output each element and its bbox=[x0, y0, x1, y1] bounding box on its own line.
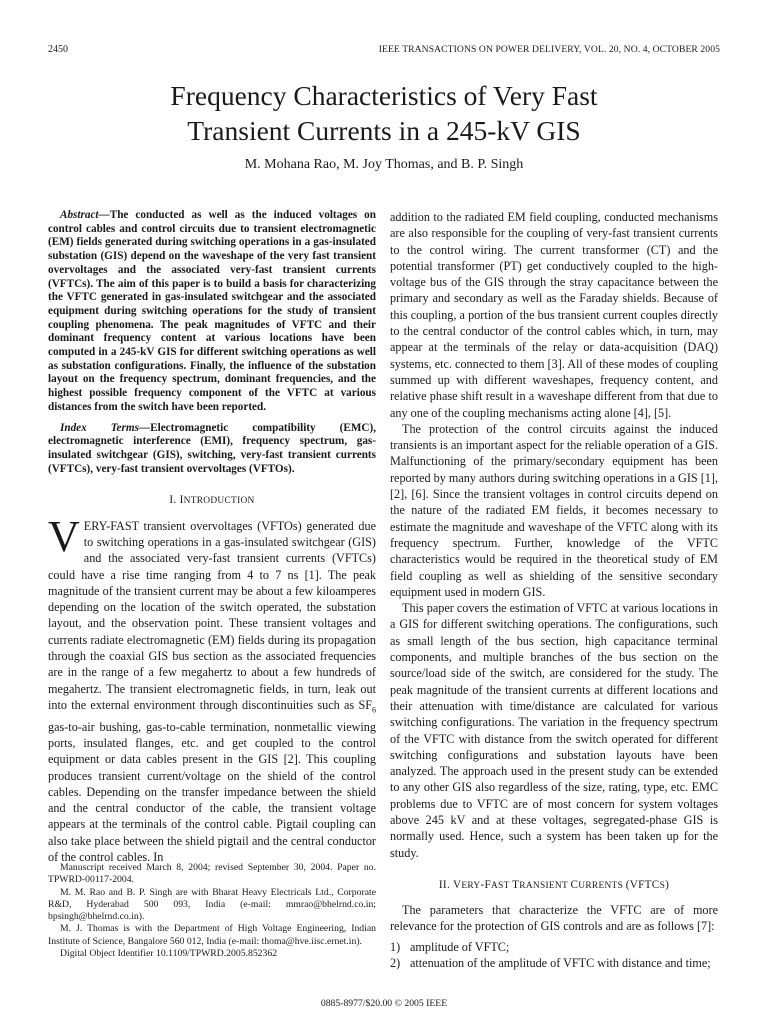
paragraph-scope: This paper covers the estimation of VFTC at various locations in a GIS for different switching operations. The configurations, such as small length of the bus section, high capacitance terminal components, and multiple branches of the bus section on the source/load side of the switch, are considered for the study. The peak magnitude of the transient currents at different locations and their attenuation with time/distance are calculated for various switching configurations. The variation in the frequency spectrum of the VFTC with distance from the switch operated for different switching configurations and substation layouts have been analyzed. The approach used in the present study can be extended to any other GIS also regardless of the size, rating, type, etc. EMC problems due to VFTC are of most concern for system voltages above 245 kV and at these voltages, segregated-phase GIS is normally used. Hence, such a system has been taken up for the study. bbox=[390, 601, 718, 860]
footnote-doi: Digital Object Identifier 10.1109/TPWRD.2005.852362 bbox=[60, 948, 278, 960]
list-item: 2) attenuation of the amplitude of VFTC with distance and time; bbox=[390, 956, 711, 971]
footnote-rao-singh: M. M. Rao and B. P. Singh are with Bharat Heavy Electricals Ltd., Corporate R&D, Hyderabad 500 093, India (e-mail: mmrao@bhelrnd.co.in; bpsingh@bhelrnd.co.in). bbox=[48, 886, 376, 923]
paragraph-coupling: addition to the radiated EM field coupling, conducted mechanisms are also responsible for the coupling of very-fast transient currents to the control wiring. The current transformer (CT) and the potential transformer (PT) get conductively coupled to the high-voltage bus of the GIS through the stray capacitance between the primary and secondary as well as the Faraday shields. Because of this coupling, a portion of the bus transient current couples directly to the central conductor of the control cables which, in turn, may appear at the terminals of the relay or data-acquisition (DAQ) systems, etc. connected to them [3]. All of these modes of coupling summed up with different waveshapes, frequency content, and relative phase shift result in a waveshape different from that due to any one of the coupling mechanisms acting alone [4], [5]. bbox=[390, 210, 718, 420]
drop-cap: V bbox=[48, 511, 80, 561]
title-line-1: Frequency Characteristics of Very Fast bbox=[170, 80, 598, 111]
section-heading-vftc: II. VERY-FAST TRANSIENT CURRENTS (VFTCS) bbox=[438, 878, 670, 891]
section-heading-introduction: I. INTRODUCTION bbox=[169, 494, 255, 507]
abstract-lead: Abstract— bbox=[60, 209, 110, 221]
abstract-text: The conducted as well as the induced voltages on control cables and control circuits due to transient electromagnetic (EM) fields generated during switching operations in a gas-insulated substation (GIS) depend on the waveshape of the very fast transient overvoltages and the associated very-fast transient currents (VFTCs). The aim of this paper is to build a basis for characterizing the VFTC generated in gas-insulated switchgear and the associated equipment during switching operations for the study of transient coupling phenomena. The peak magnitudes of VFTC and their dominant frequency content at various locations have been computed in a 245-kV GIS for different switching operations as well as substation configurations. Finally, the influence of the substation layout on the frequency spectrum, dominant frequencies, and the highest possible frequency component of the VFTC at various distances from the switch have been reported. bbox=[48, 209, 376, 413]
footnote-manuscript: Manuscript received March 8, 2004; revised September 30, 2004. Paper no. TPWRD-00117-2004. bbox=[48, 862, 376, 886]
parameter-list bbox=[390, 939, 718, 972]
title-line-2: Transient Currents in a 245-kV GIS bbox=[187, 115, 581, 146]
index-terms-text: Electromagnetic compatibility (EMC), electromagnetic interference (EMI), frequency spectrum, gas-insulated switchgear (GIS), switching, very-fast transient currents (VFTCs), very-fast transient overvoltages (VFTOs). bbox=[48, 421, 376, 475]
index-terms bbox=[48, 422, 376, 477]
sf6-formula: $SF_6$ bbox=[358, 697, 376, 715]
authors: M. Mohana Rao, M. Joy Thomas, and B. P. Singh bbox=[244, 157, 524, 172]
left-column bbox=[48, 209, 376, 865]
list-item: 1) amplitude of VFTC; bbox=[390, 939, 510, 954]
paragraph-parameters: The parameters that characterize the VFTC are of more relevance for the protection of GIS controls and are as follows [7]: bbox=[390, 903, 718, 934]
paragraph-protection: The protection of the control circuits against the induced transients is an important aspect for the reliable operation of a GIS. Malfunctioning of the primary/secondary equipment has been reported by many authors during switching operations in a GIS [1], [2], [6]. Since the transient voltages in control circuits depend on the nature of the radiated EM fields, it becomes necessary to estimate the magnitude and waveshape of the VFTC along with its frequency spectrum. Further, knowledge of the VFTC characteristics would be required in the theoretical study of EM field coupling as well as shielding of the sensitive secondary equipment used in modern GIS. bbox=[390, 421, 718, 599]
journal-header: IEEE TRANSACTIONS ON POWER DELIVERY, VOL. 20, NO. 4, OCTOBER 2005 bbox=[378, 44, 720, 55]
copyright-footer: 0885-8977/$20.00 © 2005 IEEE bbox=[320, 998, 448, 1009]
index-terms-lead: Index Terms— bbox=[60, 421, 151, 434]
footnotes bbox=[48, 862, 376, 960]
abstract bbox=[48, 209, 376, 415]
paper-title bbox=[0, 78, 768, 148]
page-number: 2450 bbox=[48, 44, 68, 55]
footnote-thomas: M. J. Thomas is with the Department of High Voltage Engineering, Indian Institute of Science, Bangalore 560 012, India (e-mail: thoma@hve.iisc.ernet.in). bbox=[48, 923, 376, 947]
introduction-paragraph: VERY-FAST transient overvoltages (VFTOs) generated due to switching operations in a gas-insulated switchgear (GIS) and the associated very-fast transient currents (VFTCs) could have a rise time ranging from 4 to 7 ns [1]. The peak magnitude of the transient current may be about a few kiloamperes depending on the location of the switch operated, the substation layout, and the observation point. These transient voltages and currents radiate electromagnetic (EM) fields during its propagation through the coaxial GIS bus section as the associated frequencies are in the range of a few megahertz to about a few hundreds of megahertz. The transient electromagnetic fields, in turn, leak out into the external environment through discontinuities such as $SF_6$ gas-to-air bushing, gas-to-cable termination, nonmetallic viewing ports, insulated flanges, etc. and get coupled to the control equipment or data cables present in the GIS [2]. This coupling produces transient current/voltage on the shield of the control cables. Depending on the transfer impedance between the shield and the central conductor of the cable, the transient voltage appears at the terminals of the control cable. Pigtail coupling can also take place between the shield pigtail and the central conductor of the control cables. In bbox=[48, 511, 376, 865]
right-column bbox=[390, 209, 718, 971]
